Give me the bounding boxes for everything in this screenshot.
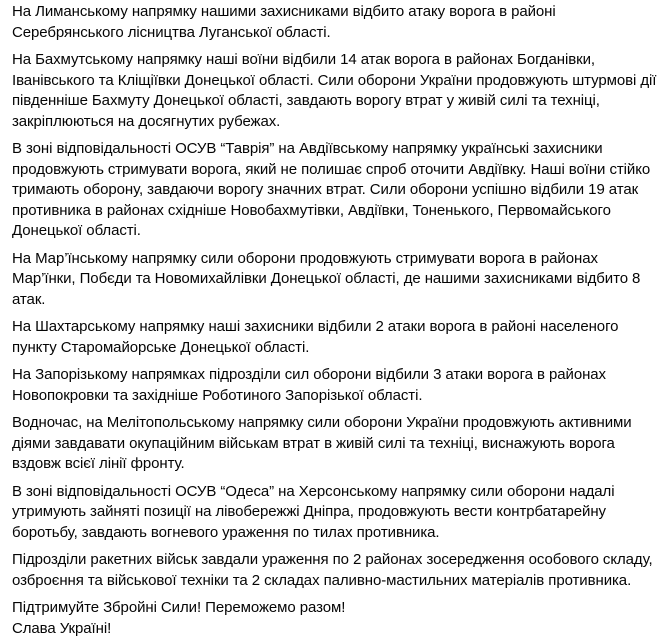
paragraph-missile-troops: Підрозділи ракетних військ завдали ураження по 2 районах зосередження особового складу, озброєння та військової техніки та 2 складах паливно-мастильних матеріалів противника.	[12, 550, 664, 591]
paragraph-bakhmut: На Бахмутському напрямку наші воїни відбили 14 атак ворога в районах Богданівки, Іванівського та Кліщіївки Донецької області. Сили оборони України продовжують штурмові дії південніше Бахмуту Донецької області, завдають ворогу втрат у живій силі та техніці, закріплюються на досягнутих рубежах.	[12, 50, 664, 132]
paragraph-zaporizhzhia: На Запорізькому напрямках підрозділи сил оборони відбили 3 атаки ворога в районах Новопокровки та західніше Роботиного Запорізької області.	[12, 365, 664, 406]
paragraph-avdiivka: В зоні відповідальності ОСУВ “Таврія” на Авдіївському напрямку українські захисники продовжують стримувати ворога, який не полишає спроб оточити Авдіївку. Наші воїни стійко тримають оборону, завдаючи ворогу значних втрат. Сили оборони успішно відбили 19 атак противника в районах східніше Новобахмутівки, Авдіївки, Тоненького, Первомайського Донецької області.	[12, 139, 664, 242]
paragraph-melitopol: Водночас, на Мелітопольському напрямку сили оборони України продовжують активними діями завдавати окупаційним військам втрат в живій силі та техніці, виснажують ворога вздовж всієї лінії фронту.	[12, 413, 664, 475]
paragraph-kherson: В зоні відповідальності ОСУВ “Одеса” на Херсонському напрямку сили оборони надалі утримують зайняті позиції на лівобережжі Дніпра, продовжують вести контрбатарейну боротьбу, завдають вогневого ураження по тилах противника.	[12, 482, 664, 544]
post-text	[12, 2, 664, 639]
paragraph-lyman: На Лиманському напрямку нашими захисниками відбито атаку ворога в районі Серебрянського лісництва Луганської області.	[12, 2, 664, 43]
paragraph-marinka: На Мар’їнському напрямку сили оборони продовжують стримувати ворога в районах Мар’їнки, Побєди та Новомихайлівки Донецької області, де нашими захисниками відбито 8 атак.	[12, 249, 664, 311]
paragraph-shakhtarsk: На Шахтарському напрямку наші захисники відбили 2 атаки ворога в районі населеного пункту Старомайорське Донецької області.	[12, 317, 664, 358]
closing-line-glory: Слава Україні!	[12, 619, 664, 639]
closing-line-support: Підтримуйте Збройні Сили! Переможемо разом!	[12, 598, 664, 619]
